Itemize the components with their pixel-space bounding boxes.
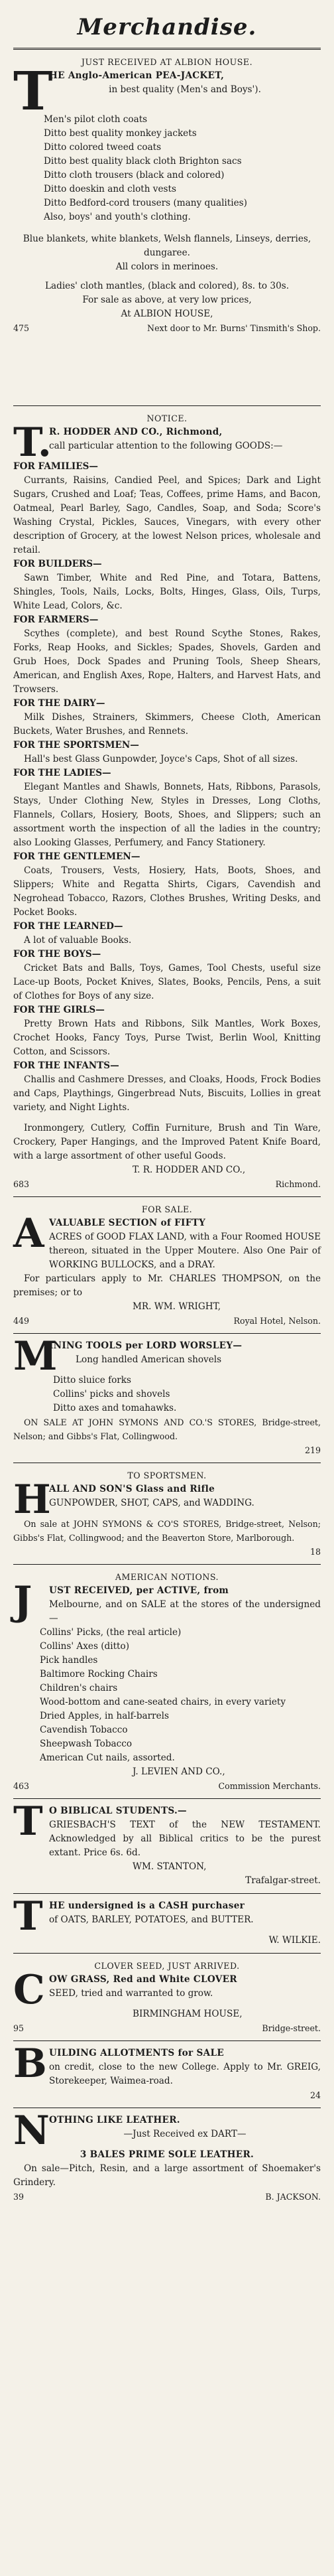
section-heading: FOR BUILDERS— <box>13 559 102 569</box>
list-item: Cavendish Tobacco <box>40 1725 128 1735</box>
item-list <box>13 1626 321 1765</box>
ad-place: Bridge-street. <box>262 2023 321 2033</box>
ad-place: Richmond. <box>275 1179 321 1189</box>
ad-lead <box>13 1476 321 1523</box>
list-item: American Cut nails, assorted. <box>40 1753 175 1763</box>
section-heading: FOR THE GIRLS— <box>13 1005 105 1015</box>
ad-number: 39 <box>13 2192 25 2202</box>
ad-footer <box>13 1779 321 1793</box>
ad-signature: BIRMINGHAM HOUSE, <box>133 2009 243 2019</box>
list-item: Collins' Axes (ditto) <box>40 1641 130 1652</box>
divider <box>13 1893 321 1894</box>
ad-number: 683 <box>13 1179 30 1189</box>
list-item: Collins' Picks, (the real article) <box>40 1627 182 1638</box>
ad-lead <box>13 2108 321 2154</box>
ad-footer-text: On sale at JOHN SYMONS & CO'S STORES, Bridge-street, Nelson; Gibbs's Flat, Collingwood; and the Beaverton Store, Marlborough. <box>13 1519 321 1543</box>
ad-american-notions <box>13 1570 321 1793</box>
section-heading: FOR THE BOYS— <box>13 949 101 960</box>
divider <box>13 405 321 406</box>
ad-body: ACRES of GOOD FLAX LAND, with a Four Roomed HOUSE thereon, situated in the Upper Moutere. Also One Pair of WORKING BULLOCKS, and a DRAY. <box>49 1232 321 1270</box>
ad-headline: HE undersigned is a CASH purchaser <box>49 1900 245 1911</box>
ad-footer-text: ON SALE AT JOHN SYMONS AND CO.'S STORES, Bridge-street, Nelson; and Gibbs's Flat, Collingwood. <box>13 1417 321 1441</box>
ad-number: 475 <box>13 323 30 333</box>
ad-lead <box>13 1578 321 1626</box>
drop-cap: A <box>13 1210 44 1257</box>
list-item: Also, boys' and youth's clothing. <box>44 212 191 222</box>
ad-signature: WM. STANTON, <box>133 1861 207 1872</box>
section-heading: FOR THE GENTLEMEN— <box>13 851 140 862</box>
ad-number: 95 <box>13 2023 25 2033</box>
ad-signature: W. WILKIE. <box>268 1935 321 1946</box>
drop-cap: J <box>13 1578 32 1624</box>
divider <box>13 48 321 50</box>
ad-top-line: FOR SALE. <box>141 1204 193 1214</box>
list-item: Ditto best quality monkey jackets <box>44 128 197 139</box>
list-item: Baltimore Rocking Chairs <box>40 1669 158 1680</box>
section-heading: FOR THE SPORTSMEN— <box>13 740 139 751</box>
ad-lead-text <box>49 1899 321 1934</box>
ad-lead-text <box>49 2113 321 2148</box>
ad-body: GUNPOWDER, SHOT, CAPS, and WADDING. <box>49 1498 254 1508</box>
section-heading: FOR FAMILIES— <box>13 461 99 472</box>
drop-cap: H <box>13 1476 51 1523</box>
item-list <box>13 113 321 224</box>
section-text: Challis and Cashmere Dresses, and Cloaks, Hoods, Frock Bodies and Caps, Playthings, Gingerbread Nuts, Biscuits, Lollies in great variety, and Night Lights. <box>13 1074 321 1113</box>
divider <box>13 2040 321 2041</box>
section-heading: FOR THE LEARNED— <box>13 921 123 932</box>
ad-signature: J. LEVIEN AND CO., <box>133 1766 225 1777</box>
drop-cap: C <box>13 1967 45 2013</box>
ad-lead-text <box>49 1339 321 1374</box>
ad-body: on credit, close to the new College. Apply to Mr. GREIG, Storekeeper, Waimea-road. <box>49 2062 321 2086</box>
list-item: Ditto Bedford-cord trousers (many qualities) <box>44 198 247 208</box>
ad-lead-text <box>49 1973 321 2007</box>
ad-lead-text <box>49 425 321 460</box>
divider <box>13 1953 321 1954</box>
ad-number: 449 <box>13 1316 30 1326</box>
section-text: Sawn Timber, White and Red Pine, and Totara, Battens, Shingles, Tools, Nails, Locks, Bolts, Hinges, Glass, Oils, Turps, White Lead, Colors, &c. <box>13 573 321 611</box>
ad-closing: Ironmongery, Cutlery, Coffin Furniture, Brush and Tin Ware, Crockery, Paper Hangings, and the Improved Patent Knife Board, with a large assortment of other useful Goods. <box>13 1123 321 1161</box>
ad-section-sale <box>13 1202 321 1328</box>
list-item: Men's pilot cloth coats <box>44 114 148 125</box>
ad-headline: R. HODDER AND CO., Richmond, <box>49 427 223 437</box>
ad-top-line: AMERICAN NOTIONS. <box>115 1572 219 1582</box>
list-item: Children's chairs <box>40 1683 118 1693</box>
ad-body: SEED, tried and warranted to grow. <box>49 1988 213 1999</box>
section-heading: FOR FARMERS— <box>13 614 99 625</box>
ad-body: Ladies' cloth mantles, (black and colored), 8s. to 30s. <box>44 281 290 291</box>
ad-wilkie <box>13 1893 321 1948</box>
drop-cap: T <box>13 60 53 122</box>
ad-top-line: NOTICE. <box>146 413 188 423</box>
drop-cap: T <box>13 1893 43 1940</box>
list-item: Ditto cloth trousers (black and colored) <box>44 170 225 180</box>
ad-footer <box>13 2190 321 2204</box>
ad-headline: HE Anglo-American PEA-JACKET, <box>49 70 225 81</box>
ad-headline: OW GRASS, Red and White CLOVER <box>49 1974 237 1985</box>
masthead-merchandise: Merchandise. <box>77 14 257 40</box>
ad-body: GRIESBACH'S TEXT of the NEW TESTAMENT. Acknowledged by all Biblical critics to be the purest extant. Price 6s. 6d. <box>49 1820 321 1858</box>
section-heading: FOR THE LADIES— <box>13 768 111 778</box>
ad-body: For particulars apply to Mr. CHARLES THOMPSON, on the premises; or to <box>13 1273 321 1298</box>
ad-number: 18 <box>309 1547 321 1557</box>
ad-signature: MR. WM. WRIGHT, <box>133 1301 221 1312</box>
ad-signature: T. R. HODDER AND CO., <box>133 1165 246 1175</box>
ad-headline: UST RECEIVED, per ACTIVE, from <box>49 1585 229 1596</box>
ad-place: Commission Merchants. <box>218 1781 321 1791</box>
ad-place: Royal Hotel, Nelson. <box>233 1316 321 1326</box>
ad-body: On sale—Pitch, Resin, and a large assortment of Shoemaker's Grindery. <box>13 2163 321 2188</box>
section-text: Milk Dishes, Strainers, Skimmers, Cheese Cloth, American Buckets, Water Brushes, and Rennets. <box>13 712 321 737</box>
ad-top-line: CLOVER SEED, JUST ARRIVED. <box>94 1961 240 1971</box>
divider <box>13 1564 321 1565</box>
ad-number: 463 <box>13 1781 30 1791</box>
drop-cap: T <box>13 1798 43 1845</box>
ad-body: For sale as above, at very low prices, <box>82 295 252 305</box>
ad-clover-seed <box>13 1959 321 2035</box>
list-item: Wood-bottom and cane-seated chairs, in every variety <box>40 1697 286 1707</box>
ad-footer <box>13 1314 321 1328</box>
ad-headline: OTHING LIKE LEATHER. <box>49 2115 180 2125</box>
ad-signature: B. JACKSON. <box>265 2192 321 2202</box>
section-text: Coats, Trousers, Vests, Hosiery, Hats, Boots, Shoes, and Slippers; White and Regatta Shirts, Cigars, Cavendish and Negrohead Tobacco, Razors, Clothes Brushes, Writing Desks, and Pocket Books. <box>13 865 321 918</box>
ad-mining-tools <box>13 1333 321 1457</box>
ad-body: 3 BALES PRIME SOLE LEATHER. <box>80 2149 254 2160</box>
section-heading: FOR THE DAIRY— <box>13 698 105 709</box>
list-item: Pick handles <box>40 1655 98 1666</box>
section-text: Currants, Raisins, Candied Peel, and Spices; Dark and Light Sugars, Crushed and Loaf; Teas, Coffees, prime Hams, and Bacon, Oatmeal, Pearl Barley, Sago, Candles, Soap, and Soda; Score's Washing Crystal, Pickles, Sauces, Vinegars, with every other description of Grocery, at the lowest Nelson prices, wholesale and retail. <box>13 475 321 555</box>
ad-number: 219 <box>304 1445 321 1455</box>
ad-footer <box>13 1177 321 1191</box>
ad-lead-text <box>49 1216 321 1272</box>
list-item: Ditto colored tweed coats <box>44 142 162 153</box>
section-text: Pretty Brown Hats and Ribbons, Silk Mantles, Work Boxes, Crochet Hooks, Fancy Toys, Purse Twist, Berlin Wool, Knitting Cotton, and Scissors. <box>13 1019 321 1057</box>
list-item: Ditto axes and tomahawks. <box>53 1403 177 1413</box>
ad-intro: call particular attention to the following GOODS:— <box>49 441 283 451</box>
ad-lead-text <box>49 1804 321 1860</box>
ad-lead-text <box>49 1482 321 1517</box>
ad-lead-text <box>49 1584 321 1626</box>
drop-cap: M <box>13 1333 58 1380</box>
ad-headline: ALL AND SON'S Glass and Rifle <box>49 1484 215 1494</box>
list-item: Ditto best quality black cloth Brighton sacs <box>44 156 242 167</box>
ad-headline: VALUABLE SECTION of FIFTY <box>49 1218 206 1228</box>
ad-number: 24 <box>309 2090 321 2100</box>
ad-body: All colors in merinoes. <box>115 261 219 272</box>
ad-lead <box>13 1798 321 1860</box>
ad-subhead: in best quality (Men's and Boys'). <box>109 84 261 95</box>
ad-hodder <box>13 411 321 1191</box>
ad-lead <box>13 419 321 466</box>
section-text: Elegant Mantles and Shawls, Bonnets, Hats, Ribbons, Parasols, Stays, Under Clothing New, Styles in Dresses, Long Cloths, Flannels, Collars, Hosiery, Boots, Shoes, and Slippers; such an assortment worth the inspection of all the ladies in the country; also Looking Glasses, Perfumery, and Fancy Stationery. <box>13 782 321 848</box>
ad-lead <box>13 1333 321 1380</box>
list-item: Collins' picks and shovels <box>53 1389 170 1399</box>
divider <box>13 1798 321 1799</box>
ad-lead <box>13 2040 321 2088</box>
ad-sportsmen <box>13 1468 321 1559</box>
ad-lead <box>13 1967 321 2013</box>
ad-lead <box>13 1210 321 1272</box>
ad-top-line: TO SPORTSMEN. <box>127 1470 207 1480</box>
ad-biblical-students <box>13 1798 321 1888</box>
ad-body: —Just Received ex DART— <box>123 2129 247 2139</box>
ad-lead-text <box>49 2046 321 2088</box>
ad-leather <box>13 2108 321 2204</box>
ad-footer <box>13 2021 321 2035</box>
list-item: Sheepwash Tobacco <box>40 1739 133 1749</box>
list-item: Dried Apples, in half-barrels <box>40 1711 169 1721</box>
ad-lead <box>13 1893 321 1940</box>
ad-body: At ALBION HOUSE, <box>121 309 213 319</box>
section-text: A lot of valuable Books. <box>24 935 132 946</box>
divider <box>13 1333 321 1334</box>
ad-body: Blue blankets, white blankets, Welsh flannels, Linseys, derries, dungaree. <box>23 234 311 258</box>
ad-place: Trafalgar-street. <box>245 1875 321 1886</box>
ad-headline: UILDING ALLOTMENTS for SALE <box>49 2048 224 2058</box>
ad-lead-text <box>49 69 321 113</box>
section-text: Scythes (complete), and best Round Scythe Stones, Rakes, Forks, Reap Hooks, and Sickles; Spades, Shovels, Garden and Grub Hoes, Dock Spades and Pruning Tools, Sheep Shears, American, and English Axes, Rope, Halters, and Harvest Hats, and Trowsers. <box>13 628 321 695</box>
section-text: Cricket Bats and Balls, Toys, Games, Tool Chests, useful size Lace-up Boots, Pocket Knives, Slates, Books, Pencils, Pens, a suit of Clothes for Boys of any size. <box>13 963 321 1001</box>
list-item: Long handled American shovels <box>76 1354 222 1365</box>
ad-body: of OATS, BARLEY, POTATOES, and BUTTER. <box>49 1914 254 1925</box>
section-list <box>13 460 321 1115</box>
ad-footer <box>13 321 321 335</box>
drop-cap: N <box>13 2108 50 2154</box>
ad-headline: O BIBLICAL STUDENTS.— <box>49 1806 187 1816</box>
section-text: Hall's best Glass Gunpowder, Joyce's Caps, Shot of all sizes. <box>24 754 298 764</box>
divider <box>13 1196 321 1197</box>
drop-cap: B <box>13 2040 47 2087</box>
ad-albion-house <box>13 55 321 400</box>
ad-building-allotments <box>13 2040 321 2102</box>
ad-intro: Melbourne, and on SALE at the stores of the undersigned— <box>49 1599 321 1624</box>
section-heading: FOR THE INFANTS— <box>13 1060 119 1071</box>
ad-address: Next door to Mr. Burns' Tinsmith's Shop. <box>147 323 321 333</box>
ad-headline: INING TOOLS per LORD WORSLEY— <box>49 1340 243 1351</box>
drop-cap: T. <box>13 419 52 466</box>
list-item: Ditto sluice forks <box>53 1375 132 1386</box>
ad-top-line: JUST RECEIVED AT ALBION HOUSE. <box>81 57 253 67</box>
list-item: Ditto doeskin and cloth vests <box>44 184 176 194</box>
